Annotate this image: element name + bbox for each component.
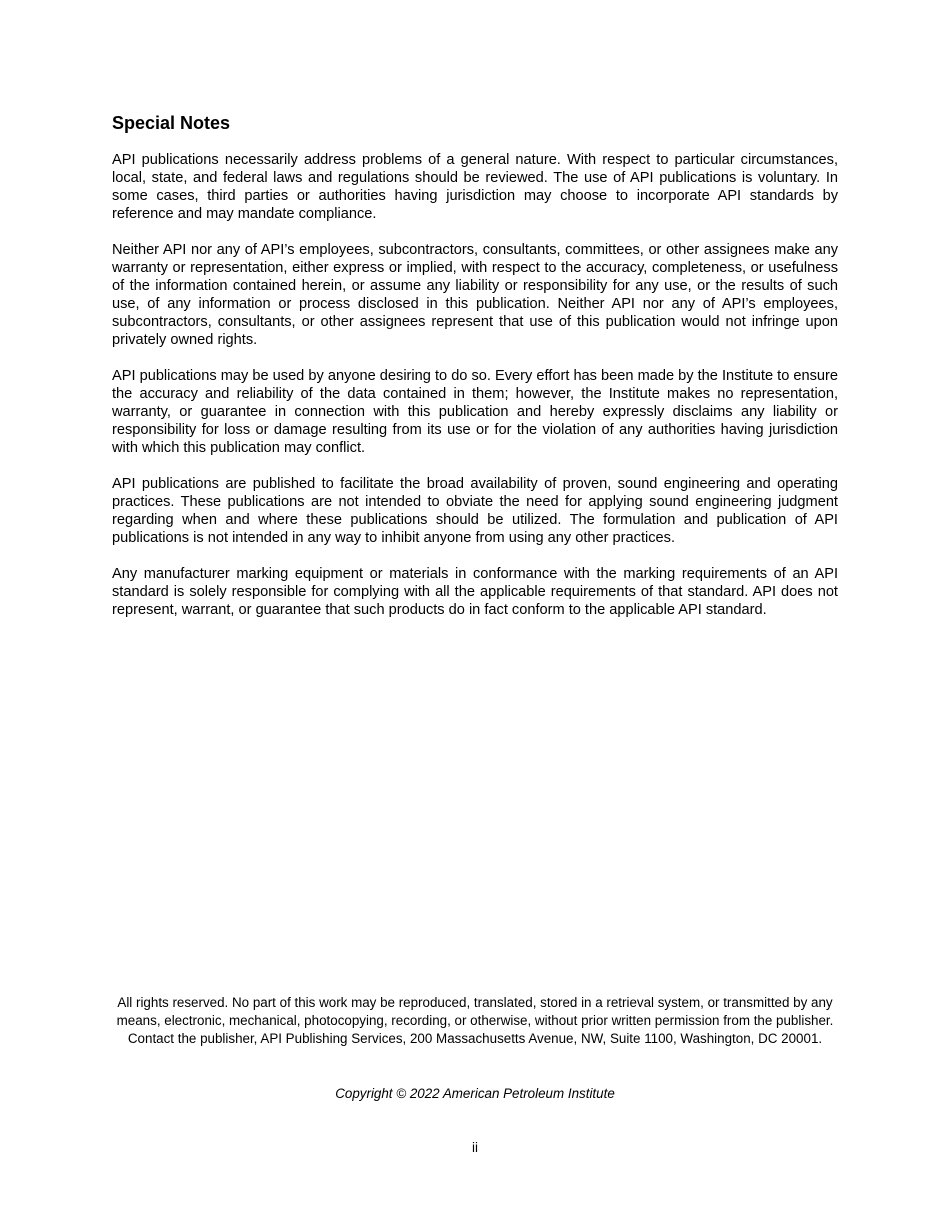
rights-notice: All rights reserved. No part of this work may be reproduced, translated, stored in a retrieval system, or transmitted by any means, electronic, mechanical, photocopying, recording, or otherwise, without prior written permission from the publisher. Contact the publisher, API Publishing Services, 200 Massachusetts Avenue, NW, Suite 1100, Washington, DC 20001. — [116, 995, 834, 1046]
paragraph-general-nature: API publications necessarily address problems of a general nature. With respect to particular circumstances, local, state, and federal laws and regulations should be reviewed. The use of API publications is voluntary. In some cases, third parties or authorities having jurisdiction may choose to incorporate API standards by reference and may mandate compliance. — [112, 152, 838, 222]
section-heading: Special Notes — [112, 113, 231, 133]
paragraph-engineering-practices: API publications are published to facilitate the broad availability of proven, sound engineering and operating practices. These publications are not intended to obviate the need for applying sound engineering judgment regarding when and where these publications should be utilized. The formulation and publication of API publications is not intended in any way to inhibit anyone from using any other practices. — [112, 476, 838, 546]
document-page — [112, 0, 838, 1230]
notes-body — [112, 151, 838, 637]
copyright-line: Copyright © 2022 American Petroleum Institute — [335, 1086, 615, 1101]
page-number: ii — [472, 1140, 478, 1155]
paragraph-warranty-disclaimer: Neither API nor any of API’s employees, subcontractors, consultants, committees, or other assignees make any warranty or representation, either express or implied, with respect to the accuracy, completeness, or usefulness of the information contained herein, or assume any liability or responsibility for any use, or the results of such use, of any information or process disclosed in this publication. Neither API nor any of API’s employees, subcontractors, consultants, or other assignees represent that use of this publication would not infringe upon privately owned rights. — [112, 242, 838, 348]
paragraph-use-by-anyone: API publications may be used by anyone desiring to do so. Every effort has been made by the Institute to ensure the accuracy and reliability of the data contained in them; however, the Institute makes no representation, warranty, or guarantee in connection with this publication and hereby expressly disclaims any liability or responsibility for loss or damage resulting from its use or for the violation of any authorities having jurisdiction with which this publication may conflict. — [112, 368, 838, 456]
paragraph-manufacturer-marking: Any manufacturer marking equipment or materials in conformance with the marking requirements of an API standard is solely responsible for complying with all the applicable requirements of that standard. API does not represent, warrant, or guarantee that such products do in fact conform to the applicable API standard. — [112, 566, 838, 618]
